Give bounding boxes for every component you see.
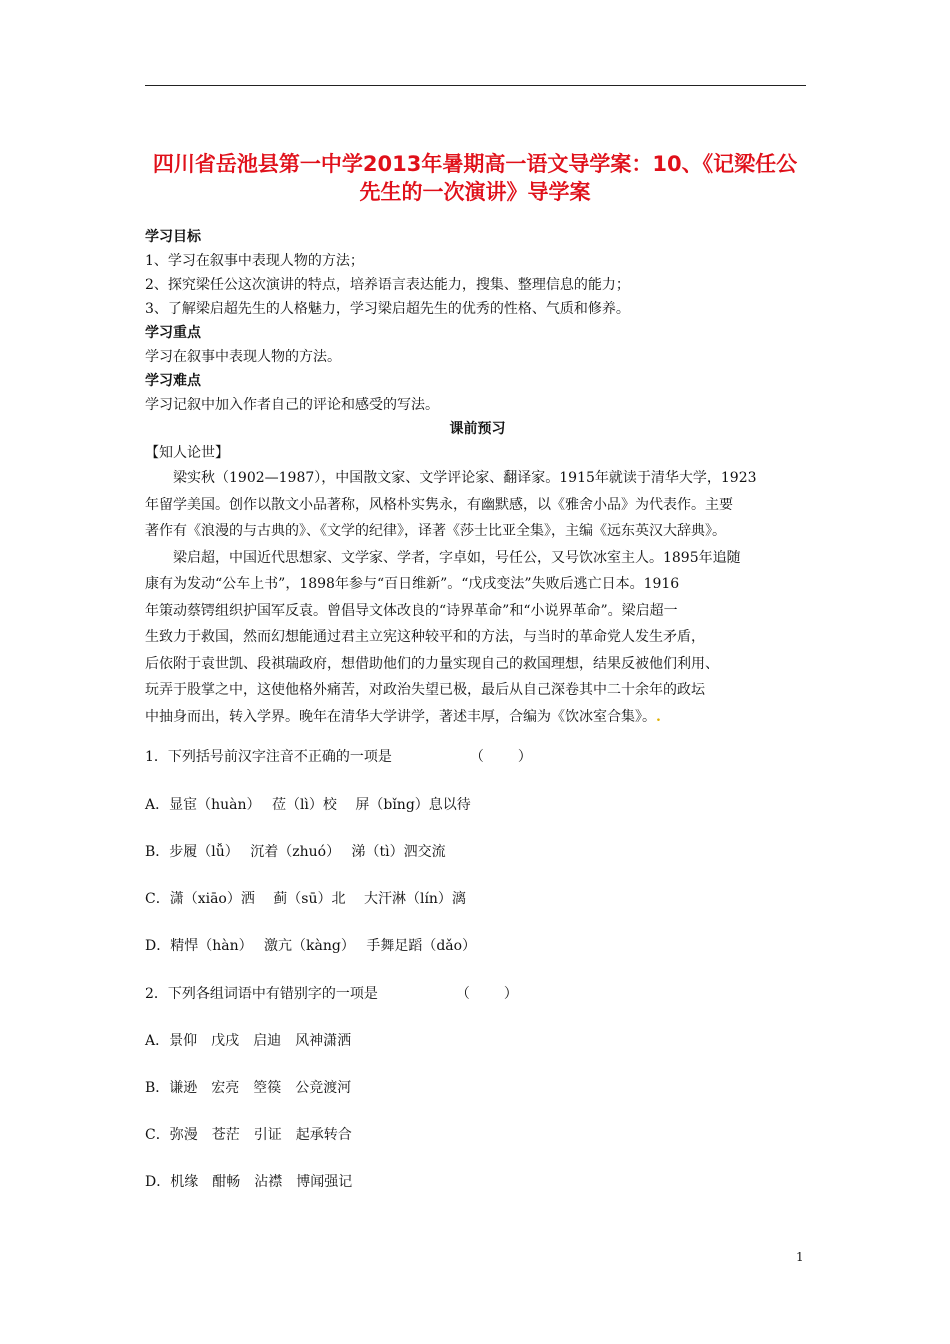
focus-text: 学习在叙事中表现人物的方法。 <box>145 349 341 365</box>
subject-paragraph <box>145 545 810 731</box>
question-1-stem: 1．下列括号前汉字注音不正确的一项是 （ ） <box>145 746 534 766</box>
title-line-1: 四川省岳池县第一中学2013年暑期高一语文导学案：10、《记梁任公 <box>152 152 798 176</box>
paragraph-line: 后依附于袁世凯、段祺瑞政府，想借助他们的力量实现自己的救国理想，结果反被他们利用、 <box>145 655 719 672</box>
focus-heading: 学习重点 <box>145 325 201 341</box>
question-2-option-a: A．景仰 戊戌 启迪 风神潇洒 <box>145 1033 352 1049</box>
marker-dot: . <box>656 708 661 725</box>
paragraph-line: 康有为发动“公车上书”，1898年参与“百日维新”。“戊戌变法”失败后逃亡日本。1916 <box>145 576 680 592</box>
document-body <box>145 225 810 730</box>
section-label: 【知人论世】 <box>145 445 229 461</box>
paragraph-line: 年策动蔡锷组织护国军反袁。曾倡导文体改良的“诗界革命”和“小说界革命”。梁启超一 <box>145 602 678 619</box>
header-rule <box>145 85 806 86</box>
question-1-option-d: D．精悍（hàn） 激亢（kàng） 手舞足蹈（dǎo） <box>145 938 477 954</box>
paragraph-line <box>145 704 810 731</box>
paragraph-line: 著作有《浪漫的与古典的》、《文学的纪律》，译著《莎士比亚全集》，主编《远东英汉大辞典》。 <box>145 523 726 539</box>
title-line-2: 先生的一次演讲》导学案 <box>359 180 591 204</box>
paragraph-line: 年留学美国。创作以散文小品著称，风格朴实隽永，有幽默感，以《雅舍小品》为代表作。主要 <box>145 496 733 513</box>
goals-heading: 学习目标 <box>145 229 201 245</box>
question-1-option-a: A．显宦（huàn） 莅（lì）校 屏（bǐng）息以待 <box>145 797 471 813</box>
paragraph-text: 中抽身而出，转入学界。晚年在清华大学讲学，著述丰厚，合编为《饮冰室合集》。 <box>145 708 656 725</box>
question-2-option-d: D．机缘 酣畅 沾襟 博闻强记 <box>145 1174 353 1190</box>
question-1-option-c: C．潇（xiāo）洒 蓟（sū）北 大汗淋（lín）漓 <box>145 891 466 907</box>
paragraph-line: 玩弄于股掌之中，这使他格外痛苦，对政治失望已极，最后从自己深卷其中二十余年的政坛 <box>145 682 705 698</box>
question-1-option-b: B．步履（lǚ） 沉着（zhuó） 涕（tì）泗交流 <box>145 844 446 860</box>
answer-blank: （ ） <box>455 986 520 1002</box>
paragraph-line: 梁实秋（1902—1987），中国散文家、文学评论家、翻译家。1915年就读于清华大学，1923 <box>173 470 757 486</box>
preview-heading: 课前预习 <box>449 421 506 437</box>
difficulty-heading: 学习难点 <box>145 373 201 389</box>
difficulty-text: 学习记叙中加入作者自己的评论和感受的写法。 <box>145 397 439 413</box>
page-number: 1 <box>796 1250 804 1264</box>
goal-item: 3、了解梁启超先生的人格魅力，学习梁启超先生的优秀的性格、气质和修养。 <box>145 301 630 317</box>
answer-blank: （ ） <box>469 749 534 765</box>
page-title <box>140 150 810 206</box>
question-2-option-c: C．弥漫 苍茫 引证 起承转合 <box>145 1127 352 1143</box>
question-2-stem: 2．下列各组词语中有错别字的一项是 （ ） <box>145 983 520 1003</box>
question-2-option-b: B．谦逊 宏亮 箜篌 公竞渡河 <box>145 1080 352 1096</box>
paragraph-line: 生致力于救国，然而幻想能通过君主立宪这种较平和的方法，与当时的革命党人发生矛盾， <box>145 629 705 645</box>
paragraph-line: 梁启超，中国近代思想家、文学家、学者，字卓如，号任公，又号饮冰室主人。1895年追随 <box>173 549 741 566</box>
author-paragraph <box>145 465 810 545</box>
goal-item: 2、探究梁任公这次演讲的特点，培养语言表达能力，搜集、整理信息的能力； <box>145 277 630 293</box>
goal-item: 1、学习在叙事中表现人物的方法； <box>145 253 364 269</box>
